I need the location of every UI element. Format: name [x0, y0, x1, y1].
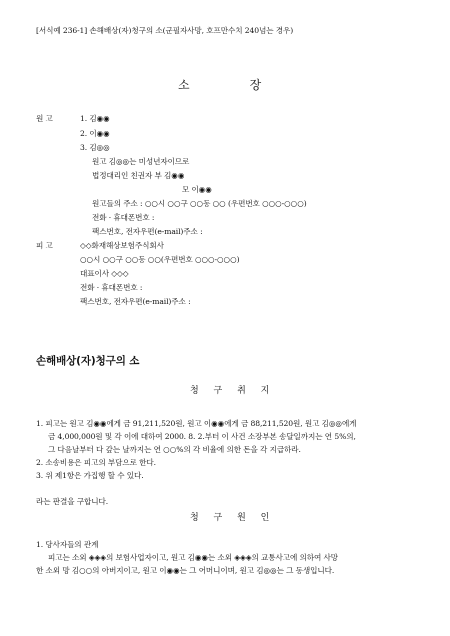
plaintiff-3: 3. 김◎◎ — [80, 143, 110, 152]
section-1-line-2: 한 소외 망 김○○의 아버지이고, 원고 이◉◉는 그 어머니이며, 원고 김◎◎는 그 동생입니다. — [36, 566, 335, 575]
defendant-role-label: 피 고 — [36, 241, 53, 250]
claim-item-2: 2. 소송비용은 피고의 부담으로 한다. — [36, 458, 156, 467]
claim-item-3: 3. 위 제1항은 가집행 할 수 있다. — [36, 471, 144, 480]
document-title — [178, 80, 261, 90]
plaintiff-fax-email: 팩스번호, 전자우편(e-mail)주소 : — [92, 227, 203, 236]
claim-item-1-cont-b: 그 다음날부터 다 갚는 날까지는 연 ○○%의 각 비율에 의한 돈을 각 지급하라. — [48, 445, 301, 454]
judgment-request: 라는 판결을 구합니다. — [36, 497, 109, 506]
document-title-right: 장 — [249, 78, 262, 92]
section-1-title: 1. 당사자들의 관계 — [36, 540, 99, 549]
defendant-name: ◇◇화재해상보험주식회사 — [80, 241, 164, 250]
guardian-mother: 모 이◉◉ — [182, 185, 212, 194]
section-1-line-1: 피고는 소외 ◈◈◈의 보험사업자이고, 원고 김◉◉는 소외 ◈◈◈의 교통사고에 의하여 사망 — [48, 553, 339, 562]
guardian-father: 법정대리인 친권자 부 김◉◉ — [92, 171, 185, 180]
form-number: [서식예 236-1] 손해배상(자)청구의 소(군필자사망, 호프만수치 240넘는 경우) — [36, 26, 294, 35]
claim-purpose-heading: 청 구 취 지 — [190, 386, 276, 396]
claim-item-1: 1. 피고는 원고 김◉◉에게 금 91,211,520원, 원고 이◉◉에게 금 88,211,520원, 원고 김◎◎에게 — [36, 419, 357, 428]
claim-cause-heading: 청 구 원 인 — [190, 513, 276, 523]
case-title: 손해배상(자)청구의 소 — [36, 355, 140, 367]
document-title-left: 소 — [178, 78, 190, 92]
plaintiff-role-label: 원 고 — [36, 114, 53, 123]
defendant-fax-email: 팩스번호, 전자우편(e-mail)주소 : — [80, 297, 191, 306]
plaintiff-address: 원고들의 주소 : ○○시 ○○구 ○○동 ○○ (우편번호 ○○○-○○○) — [92, 199, 307, 208]
plaintiff-2: 2. 이◉◉ — [80, 129, 110, 138]
claim-item-1-cont-a: 금 4,000,000원 및 각 이에 대하여 2000. 8. 2.부터 이 사건 소장부본 송달일까지는 연 5%의, — [48, 432, 356, 441]
defendant-phone: 전화 · 휴대폰번호 : — [80, 283, 143, 292]
plaintiff-phone: 전화 · 휴대폰번호 : — [92, 213, 155, 222]
defendant-ceo: 대표이사 ◇◇◇ — [80, 269, 129, 278]
defendant-address: ○○시 ○○구 ○○동 ○○(우편번호 ○○○-○○○) — [80, 255, 240, 264]
plaintiff-1: 1. 김◉◉ — [80, 114, 110, 123]
minor-note: 원고 김◎◎는 미성년자이므로 — [92, 157, 190, 166]
